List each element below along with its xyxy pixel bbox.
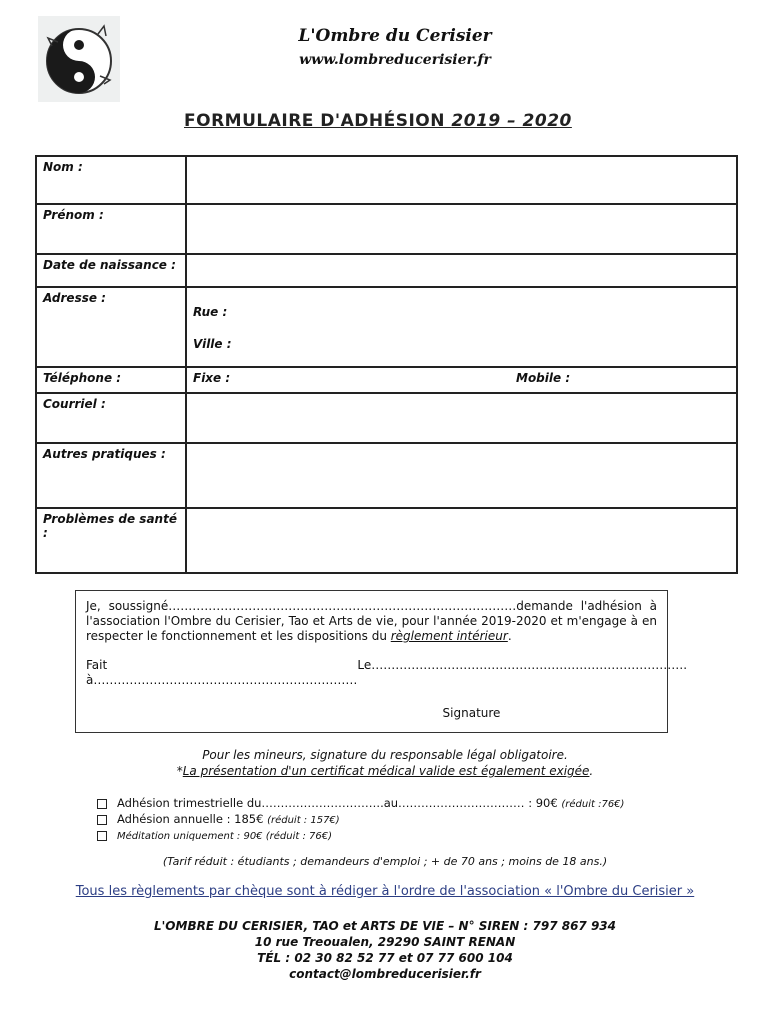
declaration-box: [75, 590, 688, 733]
reglement-interieur-link[interactable]: règlement intérieur: [390, 629, 508, 643]
footer-phone: TÉL : 02 30 82 52 77 et 07 77 600 104: [257, 951, 513, 965]
prenom-label: Prénom :: [36, 204, 186, 254]
membership-form-table: [35, 155, 738, 574]
telephone-label: Téléphone :: [36, 367, 186, 393]
yin-yang-logo-image: [38, 16, 120, 102]
option-annuelle[interactable]: Adhésion annuelle : 185€ (réduit : 157€): [97, 812, 624, 828]
nom-label: Nom :: [36, 156, 186, 204]
option-meditation[interactable]: Méditation uniquement : 90€ (réduit : 76€): [97, 828, 624, 844]
checkbox[interactable]: [97, 831, 107, 841]
footer-email[interactable]: contact@lombreducerisier.fr: [289, 967, 481, 981]
checkbox[interactable]: [97, 799, 107, 809]
website-url[interactable]: www.lombreducerisier.fr: [299, 52, 491, 68]
prenom-field[interactable]: [186, 204, 737, 254]
autres-pratiques-label: Autres pratiques :: [36, 443, 186, 508]
adresse-field[interactable]: [186, 287, 737, 367]
nom-field[interactable]: [186, 156, 737, 204]
footer-address: 10 rue Treoualen, 29290 SAINT RENAN: [254, 935, 516, 949]
adresse-label: Adresse :: [36, 287, 186, 367]
certificate-note: *La présentation d'un certificat médical valide est également exigée.: [176, 764, 594, 778]
date-naissance-field[interactable]: [186, 254, 737, 287]
problemes-sante-field[interactable]: [186, 508, 737, 573]
date-naissance-label: Date de naissance :: [36, 254, 186, 287]
date-field[interactable]: Le…………………………………………………………………….: [357, 658, 688, 672]
signature-label: Signature: [442, 706, 501, 720]
tarif-reduit-note: (Tarif réduit : étudiants ; demandeurs d'emploi ; + de 70 ans ; moins de 18 ans.): [162, 855, 608, 868]
ville-label: Ville :: [193, 337, 232, 351]
option-trimestrielle[interactable]: Adhésion trimestrielle du…………………………..au…………………………… : 90€ (réduit :76€): [97, 796, 624, 812]
courriel-field[interactable]: [186, 393, 737, 443]
rue-label: Rue :: [193, 305, 228, 319]
page-title: [184, 111, 572, 131]
courriel-label: Courriel :: [36, 393, 186, 443]
brand-header: [250, 26, 540, 68]
association-name: L'Ombre du Cerisier: [298, 26, 492, 46]
footer-contact: [0, 918, 770, 982]
title-years: 2019 – 2020: [451, 111, 572, 131]
cheque-instruction: Tous les règlements par chèque sont à rédiger à l'ordre de l'association « l'Ombre du Cerisier »: [75, 884, 695, 899]
mobile-label: Mobile :: [516, 371, 571, 385]
title-text: FORMULAIRE D'ADHÉSION: [184, 111, 445, 131]
checkbox[interactable]: [97, 815, 107, 825]
footer-siren: L'OMBRE DU CERISIER, TAO et ARTS DE VIE – N° SIREN : 797 867 934: [153, 919, 617, 933]
declaration-text: Je, soussigné……………………………………………………………………………demande l'adhésion à l'association l'Ombre du Cerisier, Tao et Arts de vie, pour l'année 2019-2020 et m'engage à en respecter le fonctionnement et les dispositions du règlement intérieur.: [86, 599, 657, 643]
fait-a-field[interactable]: Fait à…………………………………………………………: [86, 658, 358, 687]
association-logo: [38, 16, 120, 102]
problemes-sante-label: Problèmes de santé :: [36, 508, 186, 573]
membership-options: [97, 796, 624, 844]
fixe-label: Fixe :: [193, 371, 231, 385]
autres-pratiques-field[interactable]: [186, 443, 737, 508]
minors-note: Pour les mineurs, signature du responsable légal obligatoire.: [202, 748, 568, 762]
telephone-field[interactable]: [186, 367, 737, 393]
